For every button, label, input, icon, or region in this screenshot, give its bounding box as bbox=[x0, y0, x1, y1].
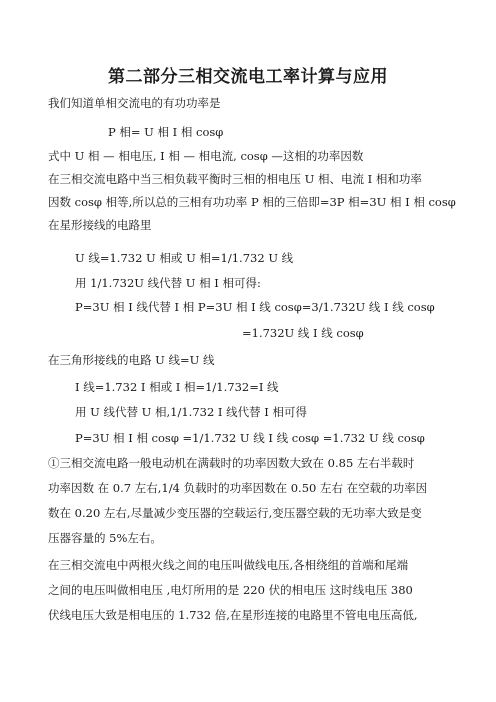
paragraph-line: 压器容量的 5%左右。 bbox=[48, 531, 162, 545]
paragraph-line: 功率因数 在 0.7 左右,1/4 负载时的功率因数在 0.50 左右 在空载的功率因 bbox=[48, 481, 428, 495]
formula-line: U 线=1.732 U 相或 U 相=1/1.732 U 线 bbox=[75, 251, 294, 265]
star-connection-heading: 在星形接线的电路里 bbox=[48, 218, 152, 232]
formula-single-phase: P 相= U 相 I 相 cosφ bbox=[108, 125, 224, 139]
formula-line: 用 U 线代替 U 相,1/1.732 I 线代替 I 相可得 bbox=[75, 405, 307, 419]
paragraph-line: 在三相交流电路中当三相负载平衡时三相的相电压 U 相、电流 I 相和功率 bbox=[48, 172, 422, 186]
paragraph-line: 之间的电压叫做相电压 ,电灯所用的是 220 伏的相电压 这时线电压 380 bbox=[48, 583, 413, 597]
paragraph-line: 在三相交流电中两根火线之间的电压叫做线电压,各相绕组的首端和尾端 bbox=[48, 558, 409, 572]
paragraph-line: ①三相交流电路一般电动机在满载时的功率因数大致在 0.85 左右半载时 bbox=[48, 456, 415, 470]
formula-line: P=3U 相 I 线代替 I 相 P=3U 相 I 线 cosφ=3/1.732U 线 I 线 cosφ bbox=[75, 300, 435, 314]
paragraph-line: 数在 0.20 左右,尽量减少变压器的空载运行,变压器空载的无功率大致是变 bbox=[48, 506, 422, 520]
paragraph-line: 因数 cosφ 相等,所以总的三相有功功率 P 相的三倍即=3P 相=3U 相 I 相 cosφ bbox=[48, 195, 456, 209]
definition-line: 式中 U 相 — 相电压, I 相 — 相电流, cosφ —这相的功率因数 bbox=[48, 149, 364, 163]
formula-line: 用 1/1.732U 线代替 U 相 I 相可得: bbox=[75, 276, 261, 290]
paragraph-line: 伏线电压大致是相电压的 1.732 倍,在星形连接的电路里不管电电压高低, bbox=[48, 608, 418, 622]
formula-line: =1.732U 线 I 线 cosφ bbox=[242, 326, 364, 340]
page-title: 第二部分三相交流电工率计算与应用 bbox=[108, 67, 388, 87]
delta-connection-heading: 在三角形接线的电路 U 线=U 线 bbox=[48, 353, 215, 367]
intro-line: 我们知道单相交流电的有功功率是 bbox=[48, 96, 221, 110]
formula-line: I 线=1.732 I 相或 I 相=1/1.732=I 线 bbox=[75, 380, 279, 394]
formula-line: P=3U 相 I 相 cosφ =1/1.732 U 线 I 线 cosφ =1.732 U 线 cosφ bbox=[75, 431, 425, 445]
